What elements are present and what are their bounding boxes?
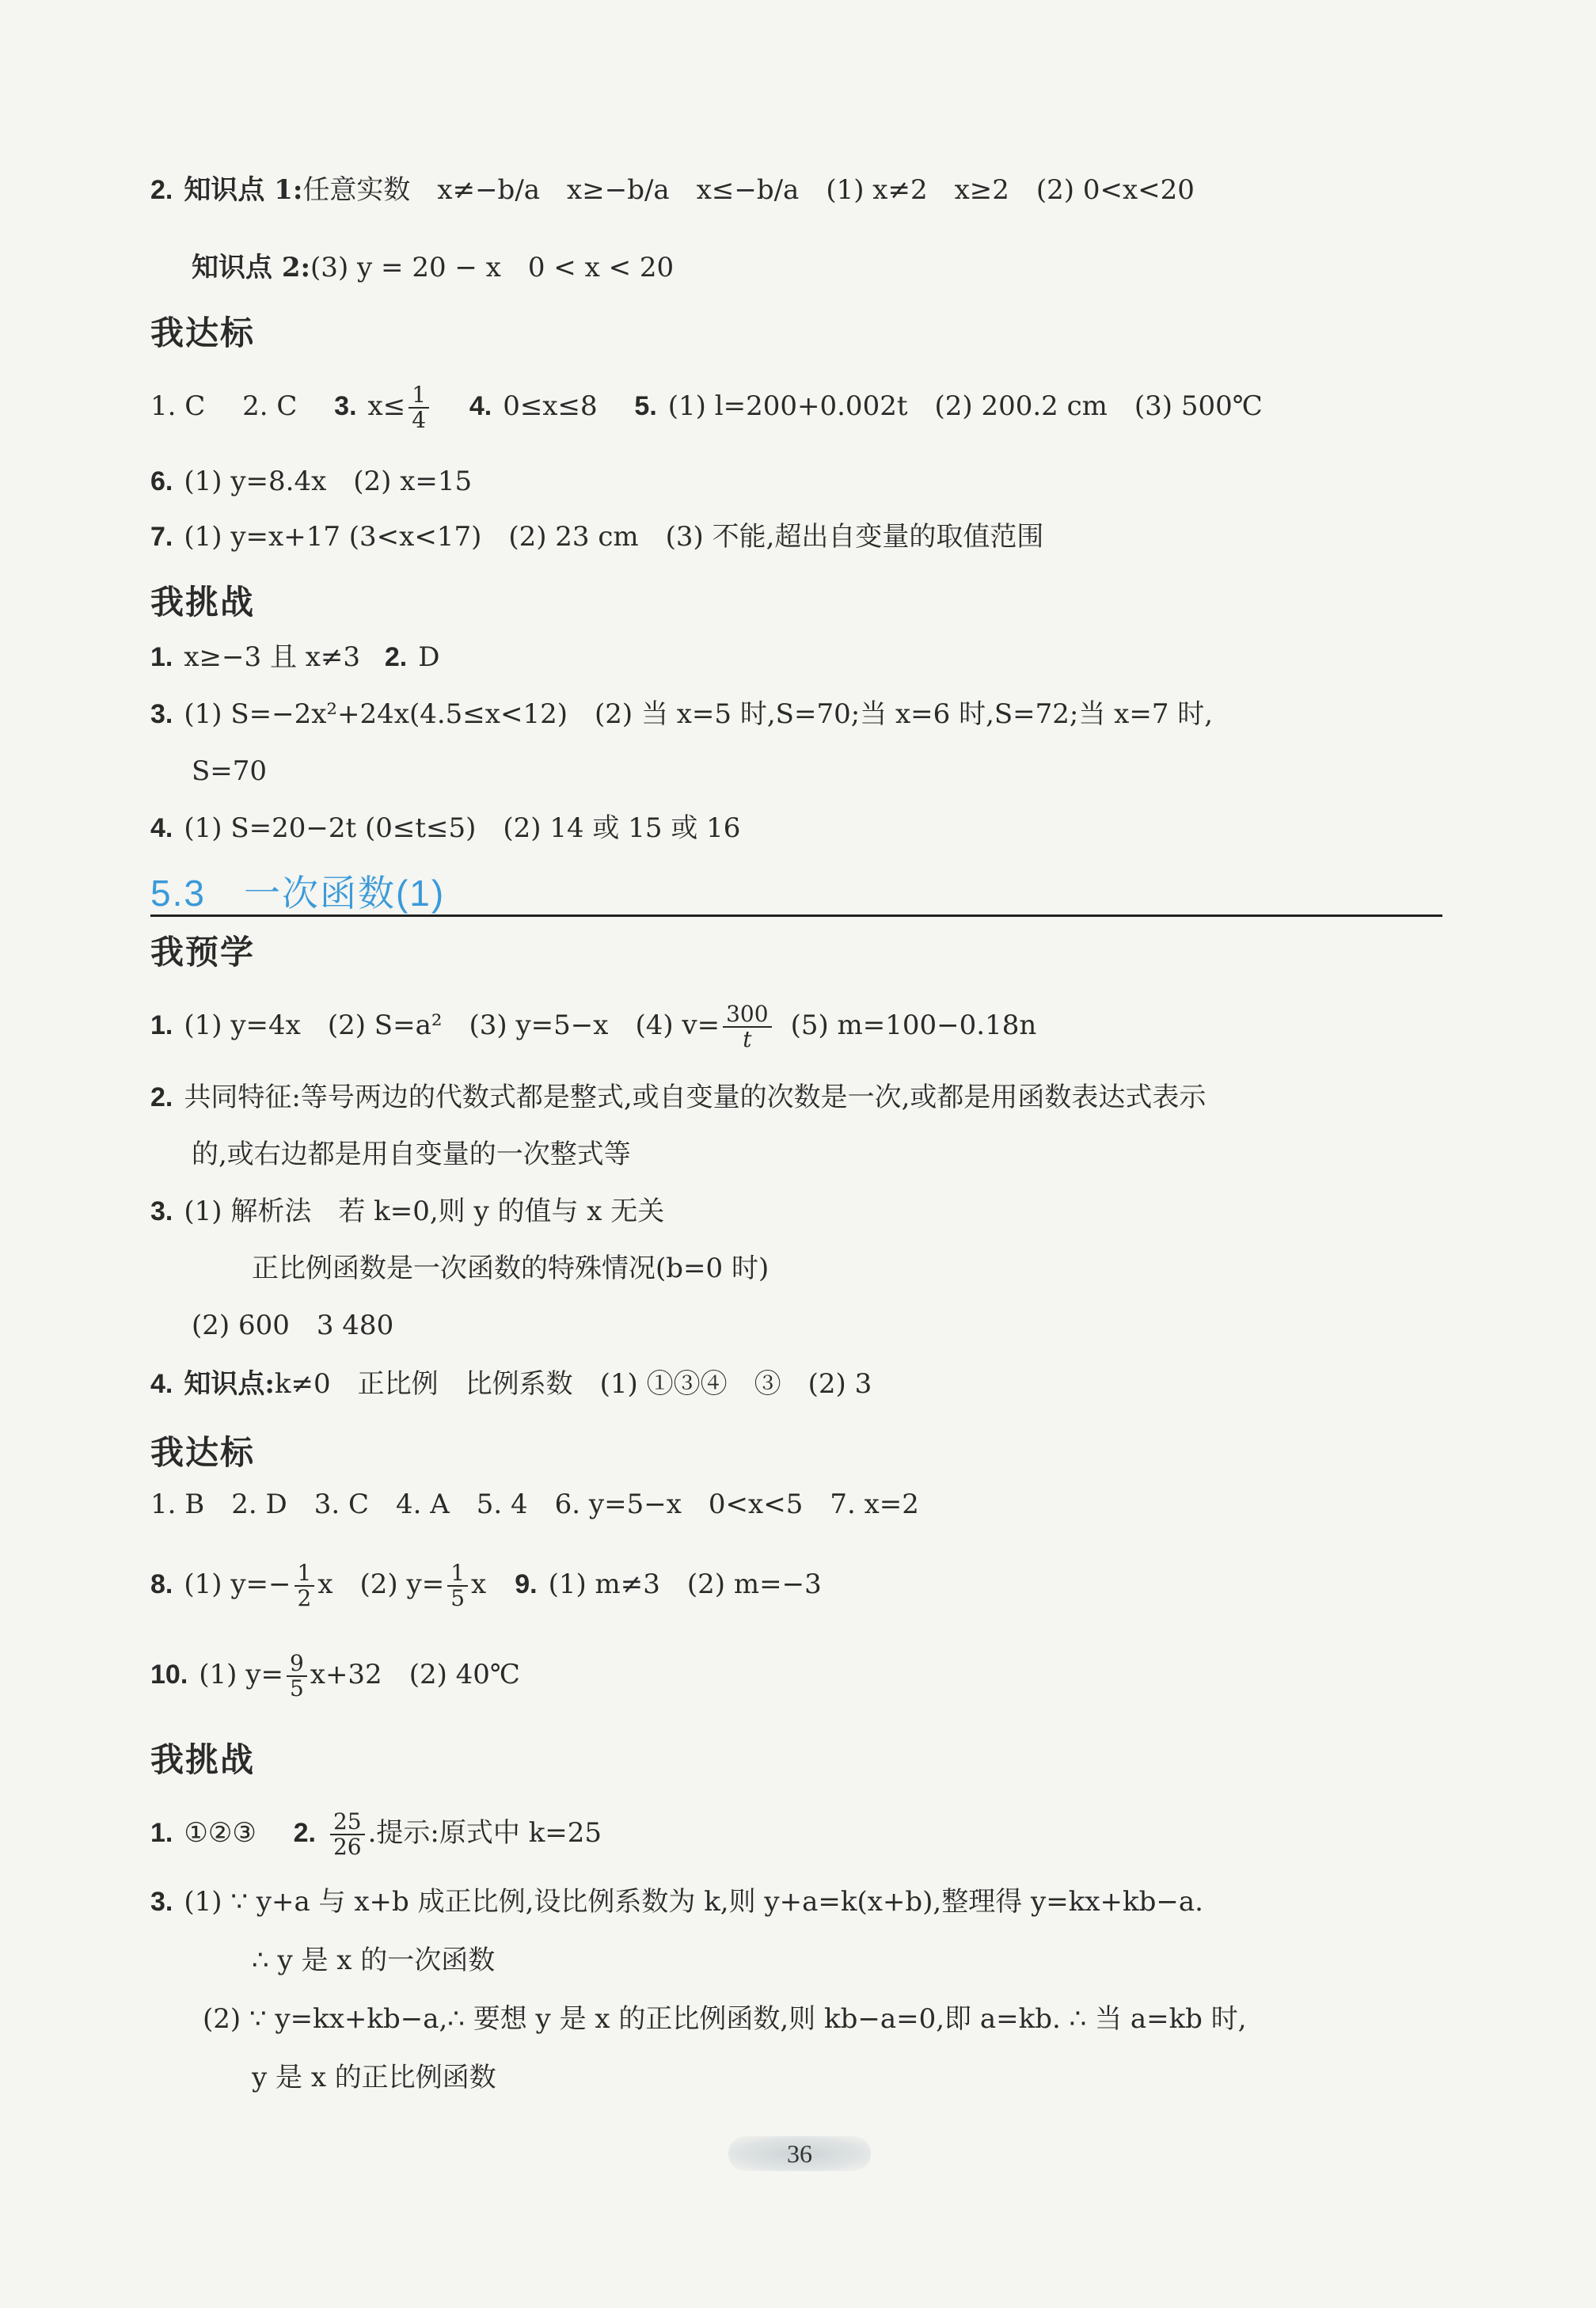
question-number: 8. (150, 1569, 173, 1599)
question-number: 5. (634, 391, 657, 421)
answer-line-dabiao2-1 (150, 1487, 919, 1522)
answer-text: (1) y=− (184, 1568, 291, 1600)
answer-text: 的,或右边都是用自变量的一次整式等 (192, 1139, 631, 1170)
answer-text: y 是 x 的正比例函数 (252, 2062, 496, 2093)
answer-text: (2) ∵ y=kx+kb−a,∴ 要想 y 是 x 的正比例函数,则 kb−a=0,即 a=kb. ∴ 当 a=kb 时, (203, 2003, 1247, 2035)
question-number: 7. (150, 522, 173, 552)
section-heading-tiaozhan: 我挑战 (150, 585, 256, 622)
answer-text: S=70 (192, 755, 268, 787)
question-number: 1. (150, 1818, 173, 1848)
question-number: 3. (150, 1196, 173, 1226)
answer-text: (1) S=−2x²+24x(4.5≤x<12) (2) 当 x=5 时,S=70;当 x=6 时,S=72;当 x=7 时, (184, 698, 1214, 730)
answer-text: (1) m≠3 (2) m=−3 (548, 1568, 822, 1600)
answer-line-tiaozhan2-3 (150, 1884, 1203, 1919)
fraction: $\frac{25}{26}$ (330, 1810, 365, 1859)
answer-line-tiaozhan-4 (150, 811, 740, 846)
answer-text: x≥−3 且 x≠3 (184, 641, 361, 673)
fraction: $\frac{1}{5}$ (447, 1561, 468, 1610)
answer-2: 2. C (242, 390, 298, 422)
answer-text: x (2) y= (317, 1568, 445, 1600)
question-number: 2. (293, 1818, 316, 1848)
fraction: $\frac{300}{t}$ (723, 1002, 771, 1051)
answer-line-2 (150, 173, 1195, 207)
answer-text: x (471, 1568, 487, 1600)
answer-text: 任意实数 x≠−b/a x≥−b/a x≤−b/a (1) x≠2 x≥2 (2) 0<x<20 (302, 174, 1195, 206)
question-number: 2. (384, 642, 408, 672)
question-number: 2. (150, 1082, 173, 1112)
section-heading-dabiao: 我达标 (150, 316, 256, 352)
answer-text: (1) ∵ y+a 与 x+b 成正比例,设比例系数为 k,则 y+a=k(x+b),整理得 y=kx+kb−a. (184, 1886, 1203, 1918)
answer-line-7 (150, 519, 1043, 554)
question-number: 1. (150, 642, 173, 672)
question-number: 3. (150, 699, 173, 729)
answer-line-dabiao-1 (150, 383, 1263, 432)
answer-line-tiaozhan2-3c (203, 2002, 1247, 2036)
section-heading-tiaozhan-2: 我挑战 (150, 1743, 256, 1779)
question-number: 6. (150, 466, 173, 496)
knowledge-label: 知识点 1: (184, 174, 303, 206)
question-number: 10. (150, 1660, 188, 1690)
answer-line-yuxue-2 (150, 1080, 1206, 1115)
answer-text: ①②③ (184, 1817, 256, 1849)
answer-text: D (418, 641, 440, 673)
answer-text: (5) m=100−0.18n (790, 1010, 1037, 1041)
answer-line-yuxue-2b (192, 1137, 631, 1172)
answer-5: (1) l=200+0.002t (2) 200.2 cm (3) 500℃ (667, 390, 1263, 422)
answer-text: 1. B 2. D 3. C 4. A 5. 4 6. y=5−x 0<x<5 7. x=2 (150, 1489, 919, 1520)
answer-1: 1. C (150, 390, 206, 422)
question-number: 3. (150, 1887, 173, 1917)
section-heading-yuxue: 我预学 (150, 935, 256, 971)
answer-line-6 (150, 464, 472, 499)
section-title: 5.3 一次函数(1) (150, 873, 446, 914)
answer-text: (1) S=20−2t (0≤t≤5) (2) 14 或 15 或 16 (184, 812, 741, 844)
answer-text: .提示:原式中 k=25 (367, 1817, 602, 1849)
answer-text: 正比例函数是一次函数的特殊情况(b=0 时) (252, 1253, 770, 1284)
answer-text: (3) y = 20 − x 0 < x < 20 (310, 252, 674, 283)
answer-text: (2) 600 3 480 (192, 1310, 394, 1341)
answer-line-yuxue-1 (150, 1002, 1036, 1051)
question-number: 1. (150, 1010, 173, 1040)
answer-line-yuxue-3c (192, 1308, 393, 1343)
answer-text: (1) y= (199, 1659, 283, 1690)
answer-line-yuxue-4 (150, 1367, 872, 1401)
knowledge-label: 知识点 2: (192, 252, 311, 283)
answer-line-tiaozhan2-1 (150, 1810, 602, 1859)
question-number: 4. (150, 813, 173, 843)
question-number: 2. (150, 175, 173, 205)
question-number: 4. (469, 391, 492, 421)
knowledge-label: 知识点: (184, 1368, 275, 1400)
fraction: $\frac{9}{5}$ (287, 1652, 307, 1701)
answer-text: (1) y=4x (2) S=a² (3) y=5−x (4) v= (184, 1010, 720, 1041)
answer-text: x+32 (2) 40℃ (310, 1659, 520, 1690)
fraction: $\frac{1}{4}$ (408, 383, 429, 432)
answer-text: k≠0 正比例 比例系数 (1) ①③④ ③ (2) 3 (274, 1368, 872, 1400)
question-number: 3. (334, 391, 357, 421)
answer-3-prefix: x≤ (367, 390, 406, 422)
answer-text: (1) 解析法 若 k=0,则 y 的值与 x 无关 (184, 1196, 665, 1227)
section-heading-dabiao-2: 我达标 (150, 1435, 256, 1472)
answer-line-tiaozhan-3b (192, 754, 267, 789)
section-rule (150, 914, 1442, 917)
answer-text: ∴ y 是 x 的一次函数 (252, 1945, 496, 1976)
answer-text: (1) y=8.4x (2) x=15 (184, 466, 473, 497)
answer-line-dabiao2-10 (150, 1652, 520, 1701)
answer-line-2b (192, 250, 674, 285)
answer-line-tiaozhan2-3b (252, 1943, 495, 1978)
answer-text: (1) y=x+17 (3<x<17) (2) 23 cm (3) 不能,超出自变量的取值范围 (184, 521, 1044, 553)
page-number: 36 (728, 2136, 871, 2171)
answer-line-yuxue-3 (150, 1194, 664, 1229)
answer-4: 0≤x≤8 (503, 390, 598, 422)
answer-line-tiaozhan-1 (150, 640, 440, 675)
answer-text: 共同特征:等号两边的代数式都是整式,或自变量的次数是一次,或都是用函数表达式表示 (184, 1082, 1206, 1113)
answer-line-yuxue-3b (252, 1251, 769, 1286)
answer-line-tiaozhan-3 (150, 697, 1213, 732)
question-number: 9. (515, 1569, 538, 1599)
answer-line-dabiao2-8 (150, 1561, 822, 1610)
fraction: $\frac{1}{2}$ (294, 1561, 315, 1610)
answer-line-tiaozhan2-3d (252, 2060, 496, 2095)
question-number: 4. (150, 1369, 173, 1399)
